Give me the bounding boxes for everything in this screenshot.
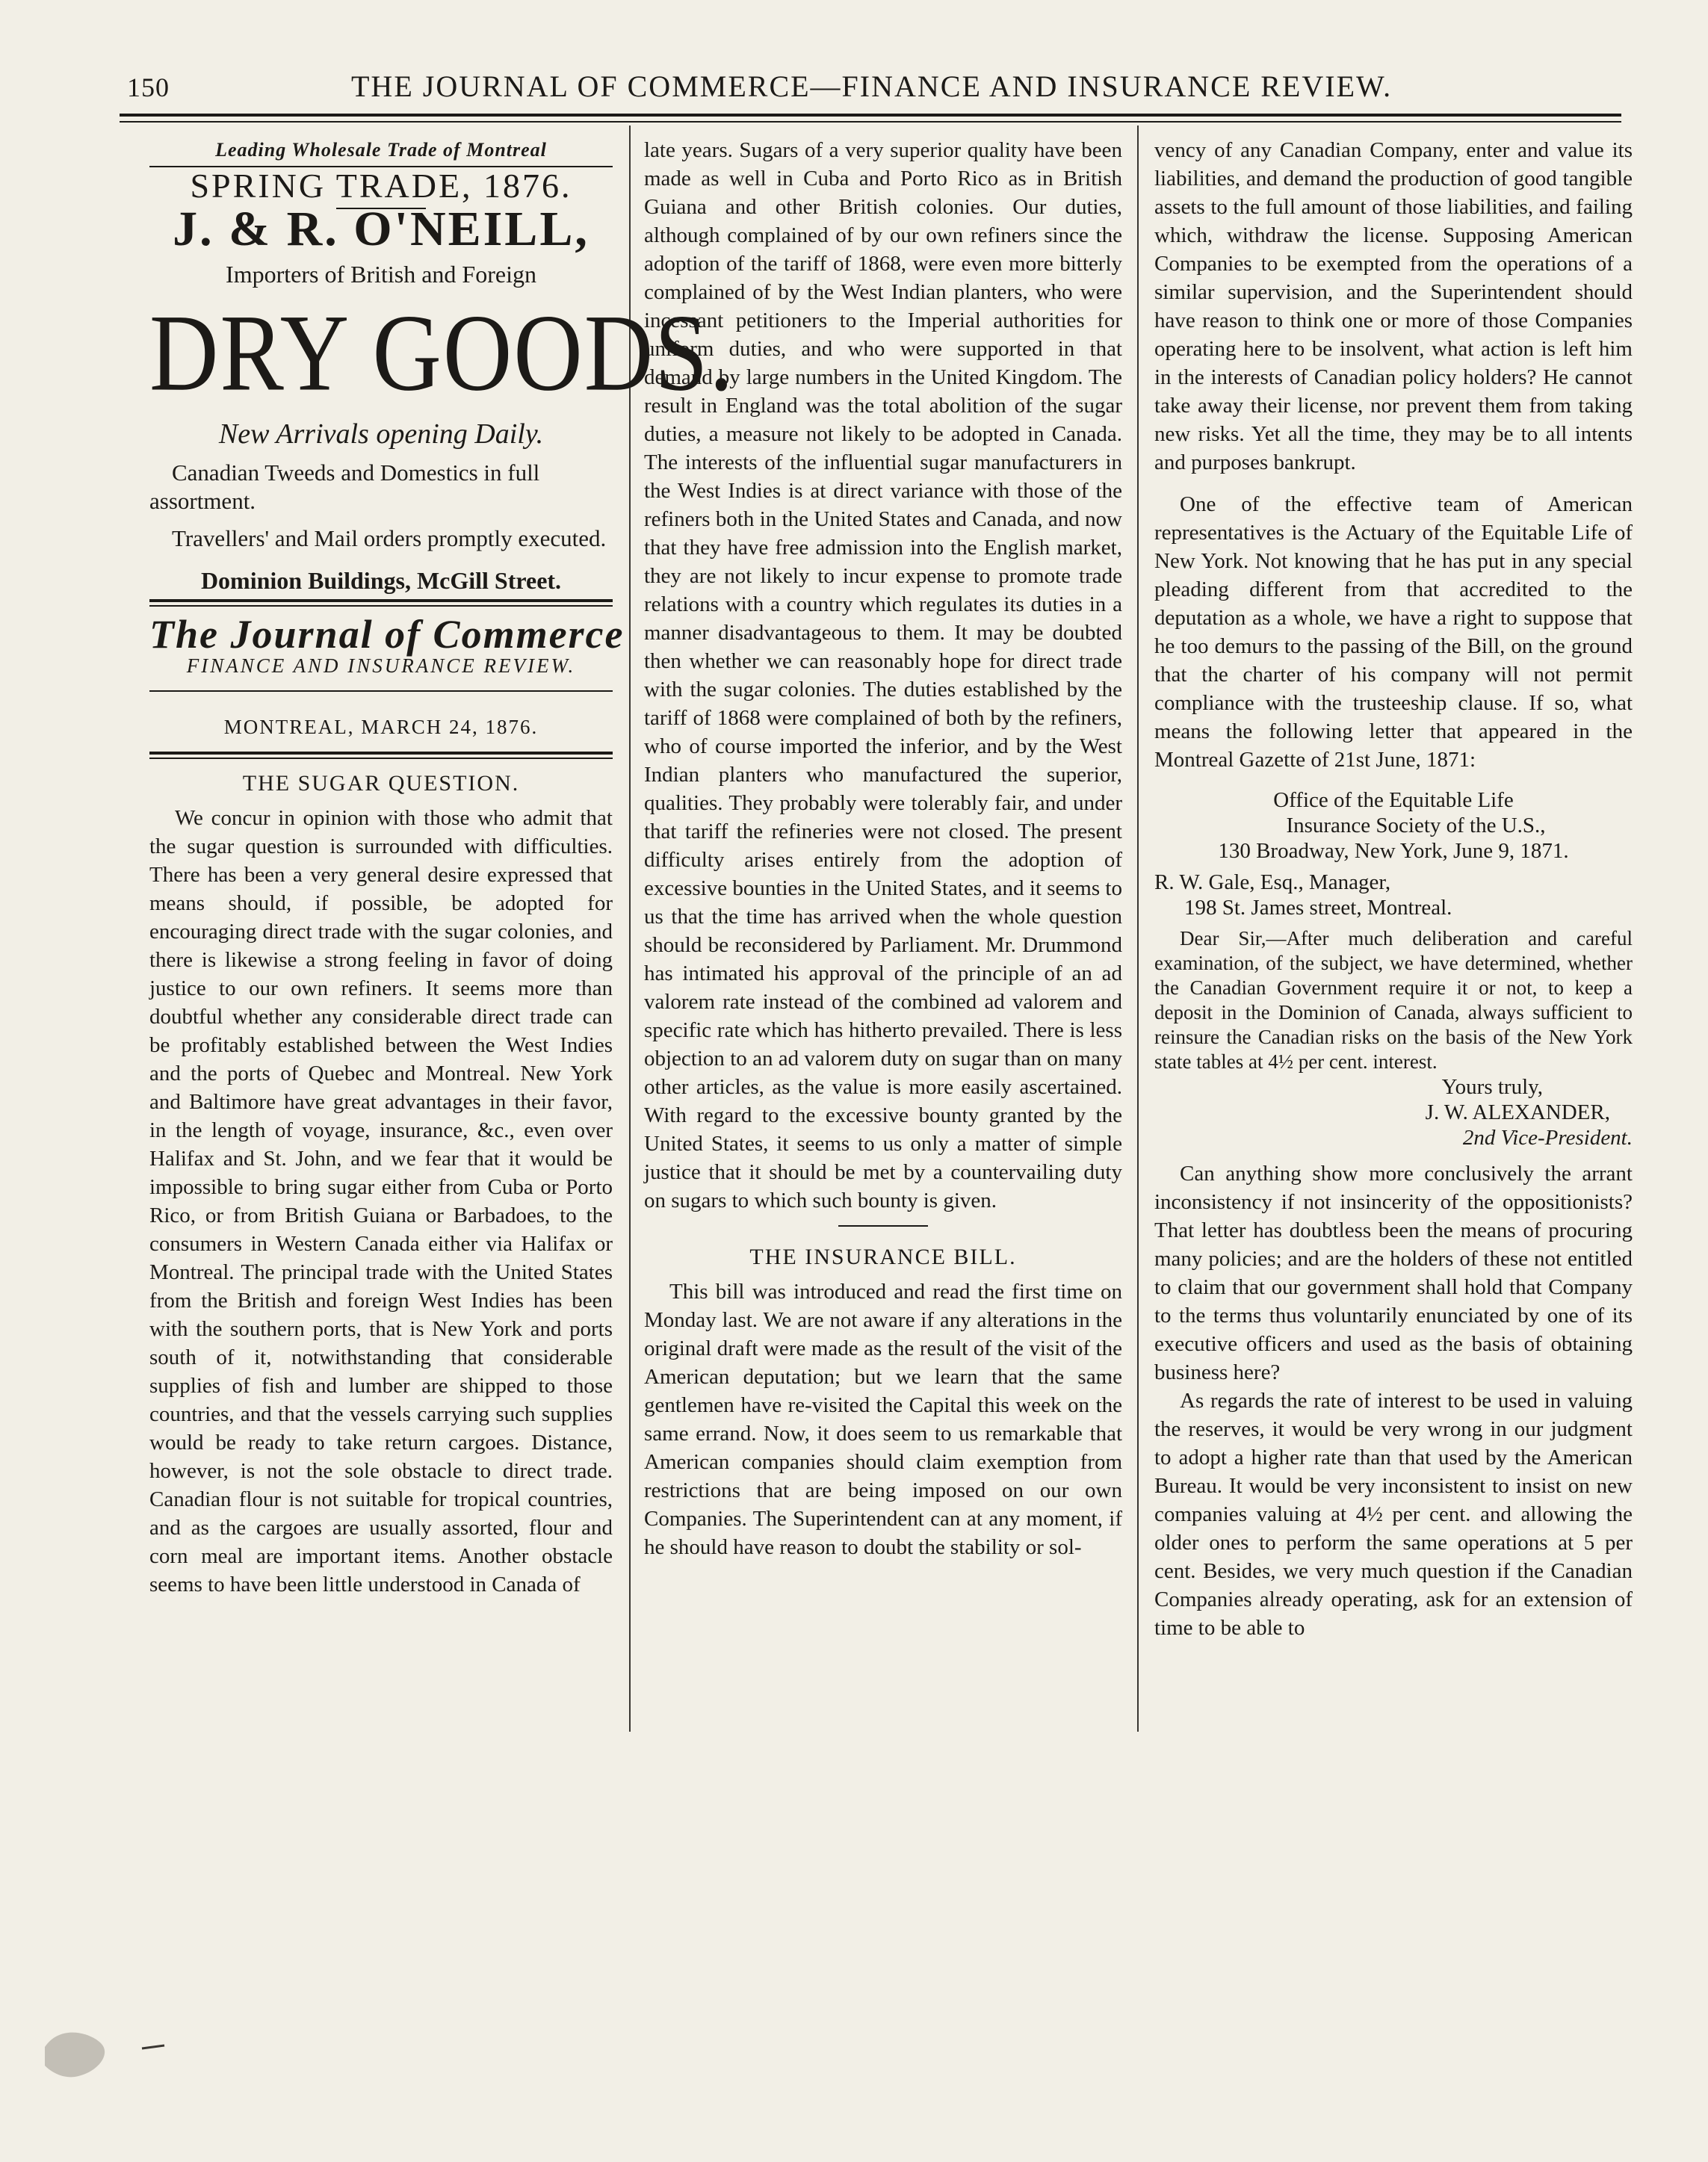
dateline-rule-thin [149, 758, 613, 759]
letter-close: Yours truly, [1441, 1075, 1543, 1099]
ad-bottom-rule-thin [149, 605, 613, 607]
ad-leading-line: Leading Wholesale Trade of Montreal [215, 139, 547, 161]
ad-season: SPRING TRADE, 1876. [190, 167, 572, 205]
header-rule [120, 114, 1621, 117]
insurance-paragraph-3: Can anything show more conclusively the arrant inconsistency if not insincerity of the oppositionists? That letter has doubtless been the means of procuring many policies; and are the holders of these not entitled to claim that our government shall hold that Company to the terms thus voluntarily enunciated by one of its executive officers and used as the basis of obtaining business here? [1154, 1162, 1633, 1384]
ad-bottom-rule [149, 599, 613, 602]
insurance-paragraph-1-continued: vency of any Canadian Company, enter and value its liabilities, and demand the production of good tangible assets to the full amount of those liabilities, and failing which, withdraw the license. Supposing American Companies to be exempted from the operations of a similar supervision, and the Superintendent should have reason to think one or more of those Companies operating here to be insolvent, what action is left him in the interests of Canadian policy holders? He cannot take away their license, nor prevent them from taking new risks. Yet all the time, they may be to all intents and purposes bankrupt. [1154, 138, 1633, 474]
column-3 [1154, 136, 1633, 1750]
column-rule-2 [1137, 126, 1139, 1732]
sugar-paragraph-1: We concur in opinion with those who admit that the sugar question is surrounded with difficulties. There has been a very general desire expressed that means should, if possible, be adopted for encouraging direct trade with the sugar colonies, and there is likewise a strong feeling in favor of doing justice to our own refiners. It seems more than doubtful whether any considerable direct trade can be profitably established between the West Indies and the ports of Quebec and Montreal. New York and Baltimore have great advantages in their favor, in the length of voyage, insurance, &c., even over Halifax and St. John, and we fear that it would be impossible to bring sugar either from Cuba or Porto Rico, or from British Guiana or Barbadoes, to the consumers in Western Canada either via Halifax or Montreal. The principal trade with the United States from the British and foreign West Indies has been with the southern ports, that is New York and ports south of it, notwithstanding that considerable supplies of fish and lumber are shipped to those countries, and that the vessels carrying such supplies would be ready to take return cargoes. Distance, however, is not the sole obstacle to direct trade. Canadian flour is not suitable for tropical countries, and as the cargoes are usually assorted, flour and corn meal are important items. Another obstacle seems to have been little understood in Canada of [149, 806, 613, 1596]
insurance-paragraph-1: This bill was introduced and read the first time on Monday last. We are not aware if any alterations in the original draft were made as the result of the visit of the American deputation; but we learn that the same gentlemen have re-visited the Capital this week on the same errand. Now, it does seem to us remarkable that American companies should claim exemption from restrictions that are being imposed on our own Companies. The Superintendent can at any moment, if he should have reason to doubt the stability or sol- [644, 1280, 1122, 1559]
header-rule-thin [120, 121, 1621, 123]
ad-address: Dominion Buildings, McGill Street. [200, 567, 562, 594]
letter-signer: J. W. ALEXANDER, [1425, 1100, 1610, 1124]
running-head: THE JOURNAL OF COMMERCE—FINANCE AND INSURANCE REVIEW. [351, 69, 1393, 103]
ad-line-orders: Travellers' and Mail orders promptly executed. [172, 525, 607, 551]
insurance-paragraph-2: One of the effective team of American representatives is the Actuary of the Equitable Life of New York. Not knowing that he has put in any special pleading different from that accredited to the deputation as a whole, we have a right to suppose that he too demurs to the passing of the Bill, on the ground that the charter of his company will not permit compliance with the trusteeship clause. If so, what means the following letter that appeared in the Montreal Gazette of 21st June, 1871: [1154, 492, 1633, 772]
column-1 [149, 136, 735, 1750]
sugar-heading: THE SUGAR QUESTION. [242, 771, 520, 796]
letter-office-line-2: Insurance Society of the U.S., [1286, 814, 1546, 837]
column-2 [644, 136, 1122, 1750]
insurance-paragraph-4: As regards the rate of interest to be used in valuing the reserves, it would be very wrong in our judgment to adopt a higher rate than that used by the American Bureau. It would be very inconsistent to insist on new companies valuing at 4½ per cent. and allowing the older ones to perform the same operations at 5 per cent. Besides, we very much question if the Canadian Companies already operating, ask for an extension of time to be able to [1154, 1389, 1633, 1640]
letter-signoff [1154, 1074, 1633, 1150]
dateline: MONTREAL, MARCH 24, 1876. [223, 716, 539, 738]
ad-line-tweeds: Canadian Tweeds and Domestics in full assortment. [149, 459, 540, 514]
letter-office-line-1: Office of the Equitable Life [1273, 788, 1514, 812]
ad-arrivals: New Arrivals opening Daily. [218, 418, 544, 450]
page-number: 150 [127, 72, 170, 102]
advertisement [149, 136, 735, 607]
masthead-subtitle: FINANCE AND INSURANCE REVIEW. [186, 654, 576, 677]
letter-signer-title: 2nd Vice-President. [1462, 1126, 1633, 1150]
masthead-title: The Journal of Commerce [149, 612, 625, 657]
ad-importers-line: Importers of British and Foreign [226, 261, 536, 288]
sugar-paragraph-1-continued: late years. Sugars of a very superior quality have been made as well in Cuba and Porto Rico as in British Guiana and other British colonies. Our duties, although complained of by our own refiners since the adoption of the tariff of 1868, were even more bitterly complained of by the West Indian planters, who were incessant petitioners to the Imperial authorities for uniform duties, and who were supported in that demand by large numbers in the United Kingdom. The result in England was the total abolition of the sugar duties, a measure not likely to be adopted in Canada. The interests of the influential sugar manufacturers in the West Indies is at direct variance with those of the refiners both in the United States and Canada, and now that they have free admission into the English market, they are not likely to incur expense to promote trade relations with a country which regulates its duties in a manner disadvantageous to them. It may be doubted then whether we can reasonably hope for direct trade with the sugar colonies. The duties established by the tariff of 1868 were complained of both by the refiners, who of course imported the inferior, and by the West Indian planters who manufactured the superior, qualities. They probably were tolerably fair, and under that tariff the refineries were not closed. The present difficulty arises entirely from the adoption of excessive bounties in the United States, and it seems to us that the time has arrived when the whole question should be reconsidered by Parliament. Mr. Drummond has intimated his approval of the principle of an ad valorem rate instead of the combined ad valorem and specific rate which has hitherto prevailed. There is less objection to an ad valorem duty on sugar than on many other articles, as the value is more easily ascertained. With regard to the excessive bounty granted by the United States, it seems to us only a matter of simple justice that it should be met by a countervailing duty on sugars to which such bounty is given. [644, 138, 1122, 1212]
masthead-rule [149, 690, 613, 692]
page-scuff-mark [30, 2002, 172, 2092]
dateline-rule [149, 752, 613, 755]
section-divider [838, 1225, 928, 1227]
letter-addressee-line-1: R. W. Gale, Esq., Manager, [1154, 870, 1391, 894]
letter-office-line-3: 130 Broadway, New York, June 9, 1871. [1218, 839, 1569, 863]
ad-goods-title: DRY GOODS. [149, 291, 735, 414]
insurance-heading: THE INSURANCE BILL. [749, 1245, 1017, 1269]
letter-addressee [1154, 870, 1633, 920]
ad-firm-name: J. & R. O'NEILL, [173, 202, 590, 256]
letter-body: Dear Sir,—After much deliberation and careful examination, of the subject, we have determined, whether the Canadian Government require it or not, to keep a deposit in the Dominion of Canada, always sufficient to reinsure the Canadian risks on the basis of the New York state tables at 4½ per cent. interest. [1154, 927, 1633, 1073]
letter-office [1154, 787, 1633, 864]
letter-addressee-line-2: 198 St. James street, Montreal. [1184, 896, 1452, 920]
